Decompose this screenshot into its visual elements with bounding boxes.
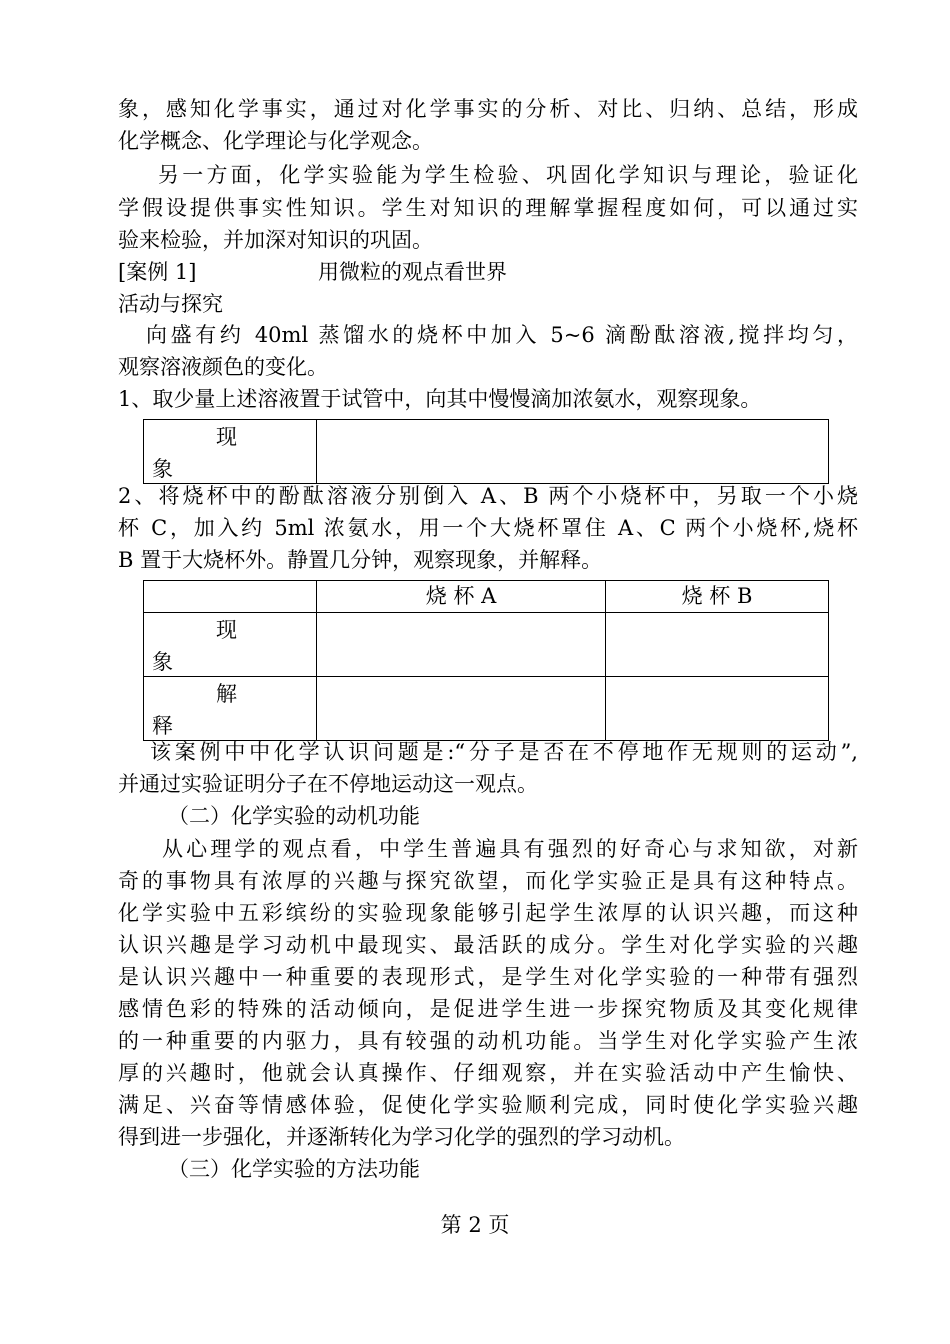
paragraph-line: 满足、兴奋等情感体验，促使化学实验顺利完成，同时使化学实验兴趣	[118, 1093, 858, 1117]
column-header-beaker-a: 烧 杯 A	[317, 581, 606, 613]
empty-answer-cell	[317, 677, 606, 741]
page-number: 第 2 页	[440, 1213, 510, 1237]
paragraph-line: 另一方面，化学实验能为学生检验、巩固化学知识与理论，验证化	[158, 163, 858, 187]
paragraph-line: 杯 C，加入约 5ml 浓氨水，用一个大烧杯罩住 A、C 两个小烧杯,烧杯	[118, 516, 858, 540]
paragraph-line: 并通过实验证明分子在不停地运动这一观点。	[118, 772, 538, 796]
empty-answer-cell	[606, 613, 829, 677]
label-char: 象	[152, 457, 173, 481]
label-char: 解	[216, 682, 237, 706]
label-char: 现	[216, 618, 237, 642]
label-char: 现	[216, 425, 237, 449]
activity-heading: 活动与探究	[118, 292, 223, 316]
paragraph-line: 学假设提供事实性知识。学生对知识的理解掌握程度如何，可以通过实	[118, 196, 858, 220]
paragraph-line: 的一种重要的内驱力，具有较强的动机功能。当学生对化学实验产生浓	[118, 1029, 858, 1053]
paragraph-line: 认识兴趣是学习动机中最现实、最活跃的成分。学生对化学实验的兴趣	[118, 933, 858, 957]
paragraph-line: 向盛有约 40ml 蒸馏水的烧杯中加入 5~6 滴酚酞溶液,搅拌均匀，	[146, 323, 858, 347]
empty-answer-cell	[317, 420, 829, 484]
observation-table-1	[143, 419, 829, 484]
paragraph-line: 观察溶液颜色的变化。	[118, 355, 328, 379]
empty-answer-cell	[317, 613, 606, 677]
paragraph-line: 化学实验中五彩缤纷的实验现象能够引起学生浓厚的认识兴趣，而这种	[118, 901, 858, 925]
paragraph-line: 2、将烧杯中的酚酞溶液分别倒入 A、B 两个小烧杯中，另取一个小烧	[118, 484, 858, 508]
label-cell	[144, 420, 317, 484]
paragraph-line: 象，感知化学事实，通过对化学事实的分析、对比、归纳、总结，形成	[118, 97, 858, 121]
case-label: [案例 1]	[118, 260, 197, 284]
case-title: 用微粒的观点看世界	[318, 260, 507, 284]
paragraph-line: 化学概念、化学理论与化学观念。	[118, 129, 433, 153]
column-header-beaker-b: 烧 杯 B	[606, 581, 829, 613]
paragraph-line: B 置于大烧杯外。静置几分钟，观察现象，并解释。	[118, 548, 603, 572]
paragraph-line: 厚的兴趣时，他就会认真操作、仔细观察，并在实验活动中产生愉快、	[118, 1061, 858, 1085]
label-char: 象	[152, 650, 173, 674]
step-1: 1、取少量上述溶液置于试管中，向其中慢慢滴加浓氨水，观察现象。	[118, 387, 762, 411]
section-heading: （三）化学实验的方法功能	[168, 1157, 420, 1181]
paragraph-line: 从心理学的观点看，中学生普遍具有强烈的好奇心与求知欲，对新	[162, 837, 858, 861]
paragraph-line: 得到进一步强化，并逐渐转化为学习化学的强烈的学习动机。	[118, 1125, 685, 1149]
row-label-explanation	[144, 677, 317, 741]
observation-table-2	[143, 580, 829, 741]
empty-answer-cell	[606, 677, 829, 741]
paragraph-line: 感情色彩的特殊的活动倾向，是促进学生进一步探究物质及其变化规律	[118, 997, 858, 1021]
section-heading: （二）化学实验的动机功能	[168, 804, 420, 828]
paragraph-line: 验来检验，并加深对知识的巩固。	[118, 228, 433, 252]
header-empty-cell	[144, 581, 317, 613]
label-char: 释	[152, 714, 173, 738]
paragraph-line: 是认识兴趣中一种重要的表现形式，是学生对化学实验的一种带有强烈	[118, 965, 858, 989]
row-label-phenomenon	[144, 613, 317, 677]
paragraph-line: 奇的事物具有浓厚的兴趣与探究欲望，而化学实验正是具有这种特点。	[118, 869, 858, 893]
paragraph-line: 该案例中中化学认识问题是:“分子是否在不停地作无规则的运动”,	[150, 740, 858, 764]
